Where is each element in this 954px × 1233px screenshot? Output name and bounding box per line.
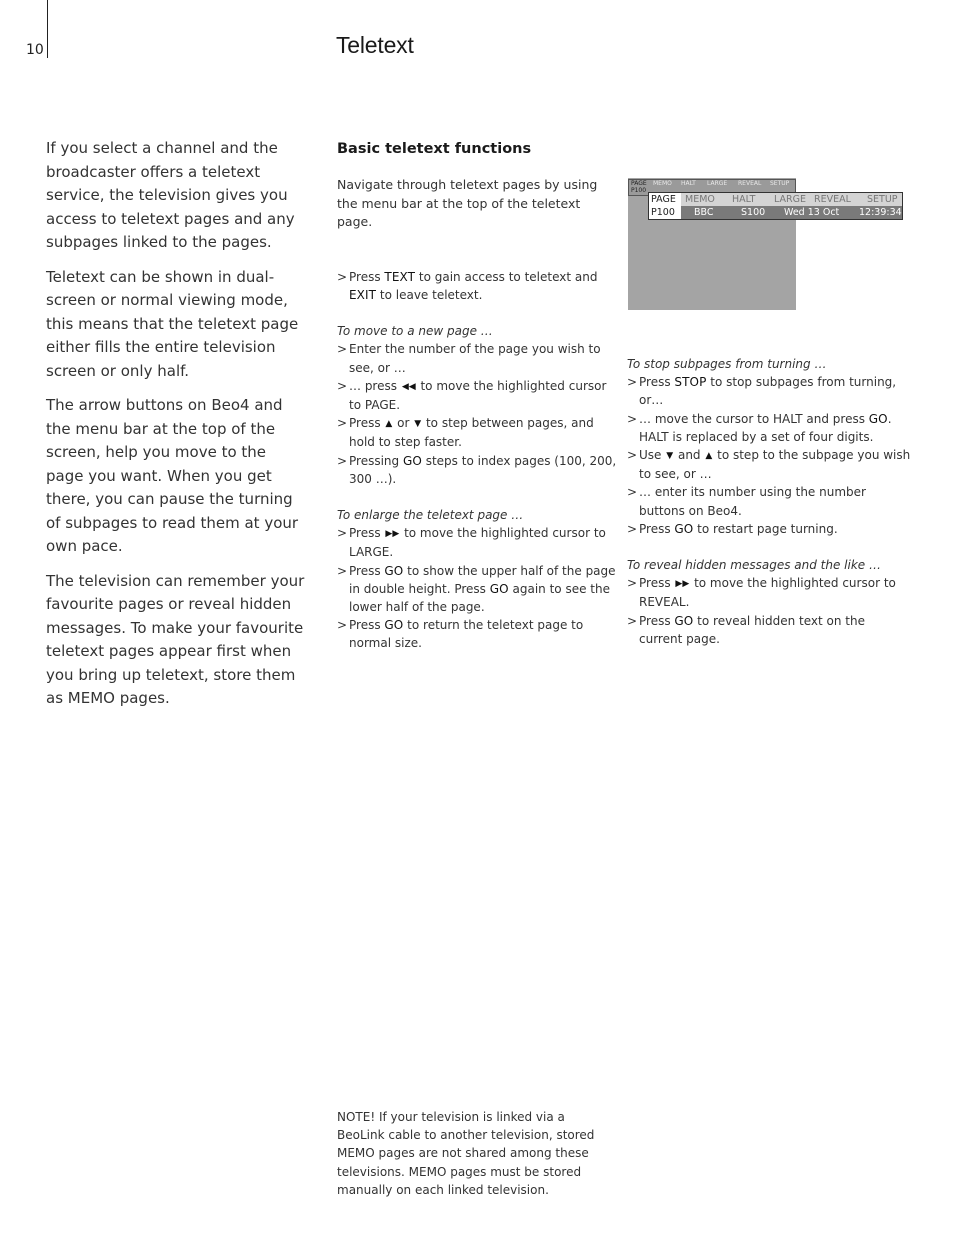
enlarge-group [337, 506, 617, 653]
list-item: > Press GO to reveal hidden text on the current page. [627, 612, 912, 648]
menu-item-setup: SETUP [867, 194, 898, 205]
subheading: To enlarge the teletext page … [337, 507, 524, 522]
key-go: GO [384, 618, 404, 633]
list-item: > Press STOP to stop subpages from turning, or… [627, 373, 912, 409]
menu-page-number: P100 [649, 206, 681, 219]
list-item: > … move the cursor to HALT and press GO. HALT is replaced by a set of four digits. [627, 410, 912, 446]
key-go: GO [402, 453, 422, 468]
move-group [337, 322, 617, 488]
menu-channel: BBC [694, 207, 714, 218]
menu-item-reveal: REVEAL [814, 194, 851, 205]
page-title: Teletext [336, 32, 414, 58]
list-item: > Press ▶▶ to move the highlighted cursor to REVEAL. [627, 574, 912, 611]
section-heading: Basic teletext functions [337, 141, 532, 157]
subheading: To move to a new page … [337, 324, 493, 339]
key-go: GO [868, 411, 888, 426]
page-rule [47, 0, 48, 58]
key-go: GO [489, 581, 509, 596]
stop-group [627, 355, 912, 538]
up-arrow-icon: ▲ [705, 451, 713, 462]
forward-icon: ▶▶ [385, 529, 400, 540]
down-arrow-icon: ▼ [666, 451, 674, 462]
list-item: > Press TEXT to gain access to teletext and EXIT to leave teletext. [337, 268, 617, 304]
list-item: > Press GO to return the teletext page to normal size. [337, 616, 617, 652]
list-item: > Pressing GO steps to index pages (100, 200, 300 …). [337, 452, 617, 488]
list-item: > Use ▼ and ▲ to step to the subpage you wish to see, or … [627, 446, 912, 483]
menu-item-halt: HALT [732, 194, 756, 205]
key-stop: STOP [674, 375, 707, 390]
list-item: > Enter the number of the page you wish to see, or … [337, 340, 617, 376]
mini-menu-item: LARGE [707, 180, 728, 187]
key-go: GO [674, 613, 694, 628]
page-number: 10 [26, 42, 44, 58]
mini-menu-item: MEMO [653, 180, 672, 187]
list-item: > Press GO to show the upper half of the page in double height. Press GO again to see the lower half of the page. [337, 562, 617, 617]
mini-menu-item: HALT [681, 180, 696, 187]
reveal-group [627, 556, 912, 648]
subpages-column [627, 355, 912, 666]
menu-time: 12:39:34 [859, 207, 902, 218]
intro-paragraph: The arrow buttons on Beo4 and the menu bar at the top of the screen, help you move to the page you want. When you get there, you can pause the turning of subpages to read them at your own pace. [46, 396, 299, 555]
mini-menu-item: SETUP [770, 180, 790, 187]
mini-page-number: P100 [631, 187, 647, 194]
menu-subpage: S100 [741, 207, 766, 218]
list-item: > Press ▶▶ to move the highlighted cursor to LARGE. [337, 524, 617, 561]
menu-row-top [649, 193, 902, 206]
subheading: To stop subpages from turning … [627, 357, 827, 371]
key-text: TEXT [384, 269, 416, 284]
key-go: GO [384, 563, 404, 578]
rewind-icon: ◀◀ [401, 381, 416, 392]
lead-text: Navigate through teletext pages by using the menu bar at the top of the teletext page. [337, 177, 598, 230]
list-item: > Press ▲ or ▼ to step between pages, and hold to step faster. [337, 414, 617, 451]
list-item: > … enter its number using the number buttons on Beo4. [627, 483, 912, 519]
menu-date: Wed 13 Oct [784, 207, 840, 218]
list-item: > Press GO to restart page turning. [627, 520, 912, 538]
menu-item-memo: MEMO [685, 194, 715, 205]
subheading: To reveal hidden messages and the like … [627, 558, 881, 573]
menu-item-large: LARGE [774, 194, 806, 205]
intro-paragraph: The television can remember your favourite pages or reveal hidden messages. To make your favourite teletext pages appear first when you bring up teletext, store them as MEMO pages. [46, 571, 305, 707]
key-go: GO [674, 521, 694, 536]
teletext-menu-bar [648, 192, 903, 220]
access-group [337, 268, 617, 304]
down-arrow-icon: ▼ [414, 419, 422, 430]
key-exit: EXIT [349, 287, 377, 302]
beolink-note: NOTE! If your television is linked via a BeoLink cable to another television, stored MEMO pages are not shared among these televisions. MEMO pages must be stored manually on each linked television. [337, 1110, 595, 1197]
basic-functions-column [337, 140, 617, 671]
up-arrow-icon: ▲ [385, 419, 393, 430]
menu-item-page: PAGE [649, 193, 681, 206]
mini-menu-item: REVEAL [738, 180, 762, 187]
forward-icon: ▶▶ [675, 579, 690, 590]
mini-page-label: PAGE [631, 180, 647, 187]
menu-row-bottom [649, 206, 902, 219]
intro-paragraph: Teletext can be shown in dual-screen or normal viewing mode, this means that the teletext page either fills the entire television screen or only half. [46, 267, 299, 380]
list-item: > … press ◀◀ to move the highlighted cursor to PAGE. [337, 377, 617, 414]
intro-text [46, 137, 308, 722]
intro-paragraph: If you select a channel and the broadcaster offers a teletext service, the television gives you access to teletext pages and any subpages linked to the pages. [46, 139, 295, 251]
